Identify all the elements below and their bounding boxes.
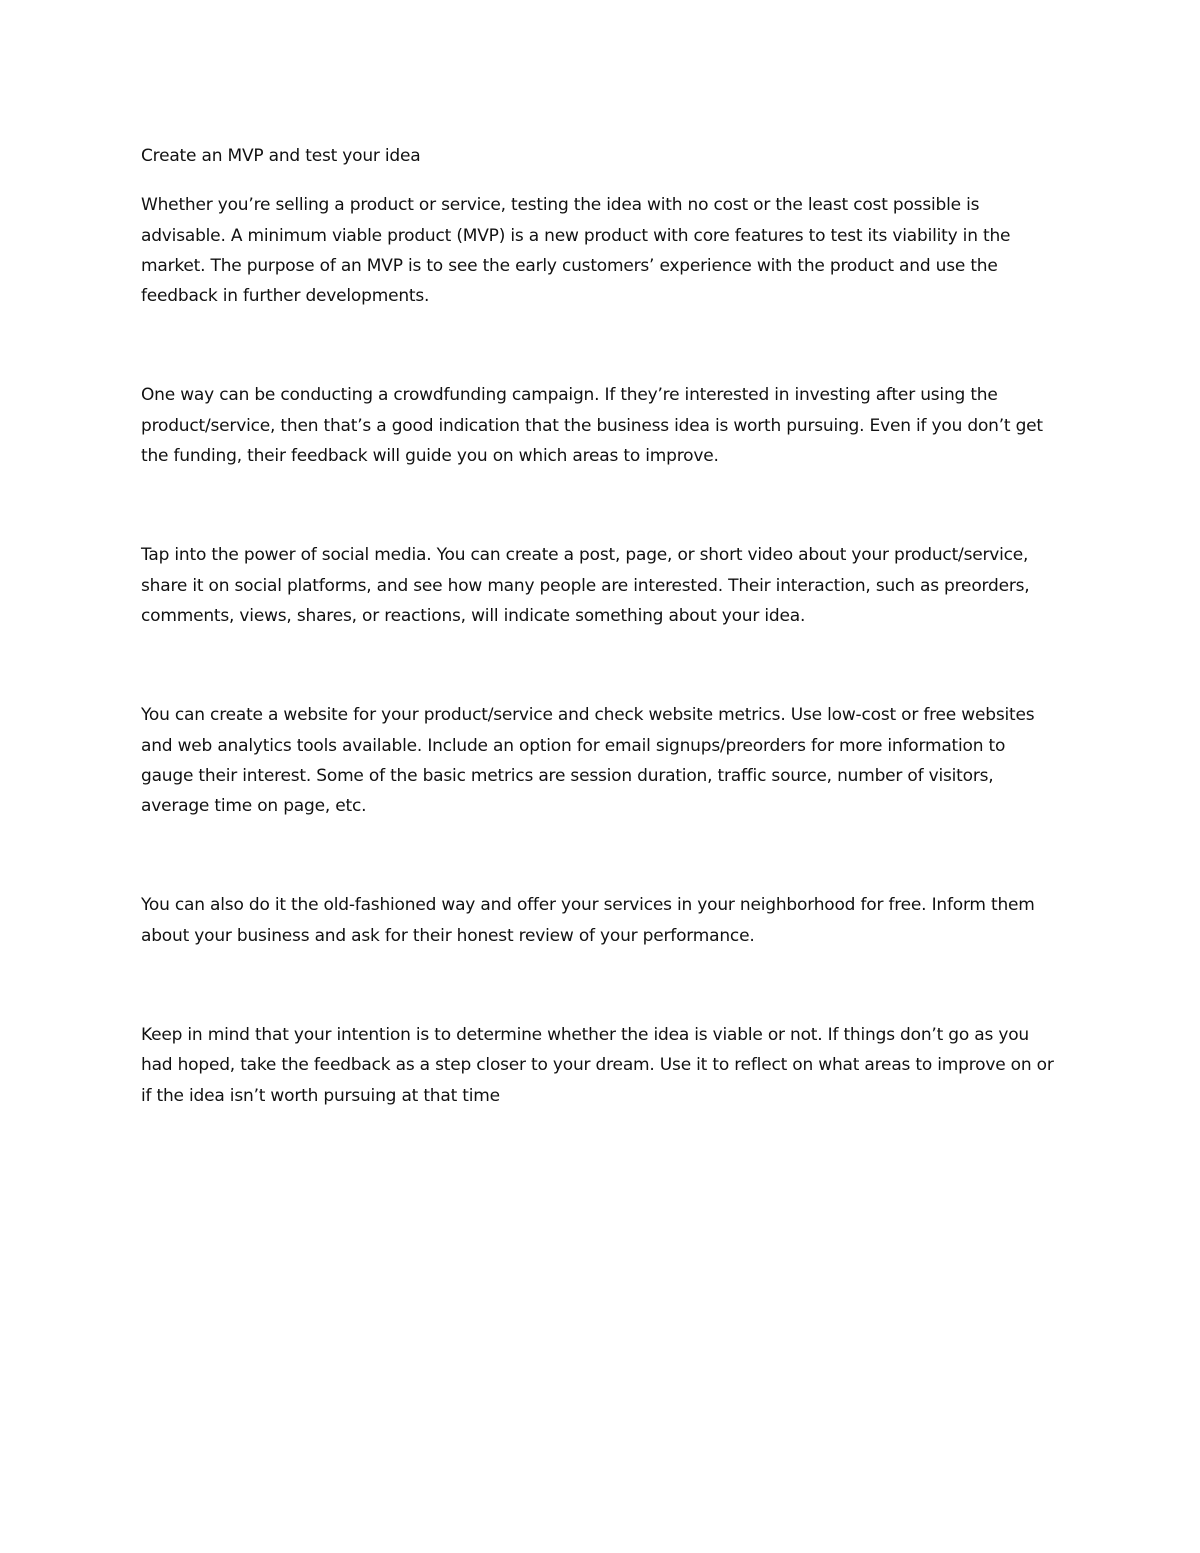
paragraph-keep-in-mind: Keep in mind that your intention is to determine whether the idea is viable or not. If things don’t go as you had hoped, take the feedback as a step closer to your dream. Use it to reflect on what areas to improve on or if the idea isn’t worth pursuing at that time — [141, 1025, 1054, 1106]
paragraph-social-media: Tap into the power of social media. You can create a post, page, or short video about your product/service, share it on social platforms, and see how many people are interested. Their interaction, such as preorders, comments, views, shares, or reactions, will indicate something about your idea. — [141, 545, 1030, 626]
document-body — [141, 141, 1061, 1111]
paragraph-website: You can create a website for your product/service and check website metrics. Use low-cost or free websites and web analytics tools available. Include an option for email signups/preorders for more information to gauge their interest. Some of the basic metrics are session duration, traffic source, number of visitors, average time on page, etc. — [141, 705, 1035, 817]
paragraph-old-fashioned: You can also do it the old-fashioned way and offer your services in your neighborhood for free. Inform them about your business and ask for their honest review of your performance. — [141, 895, 1035, 946]
paragraph-mvp-intro: Whether you’re selling a product or service, testing the idea with no cost or the least cost possible is advisable. A minimum viable product (MVP) is a new product with core features to test its viability in the market. The purpose of an MVP is to see the early customers’ experience with the product and use the feedback in further developments. — [141, 195, 1011, 307]
document-title: Create an MVP and test your idea — [141, 146, 421, 166]
paragraph-crowdfunding: One way can be conducting a crowdfunding campaign. If they’re interested in investing after using the product/service, then that’s a good indication that the business idea is worth pursuing. Even if you don’t get the funding, their feedback will guide you on which areas to improve. — [141, 385, 1043, 467]
